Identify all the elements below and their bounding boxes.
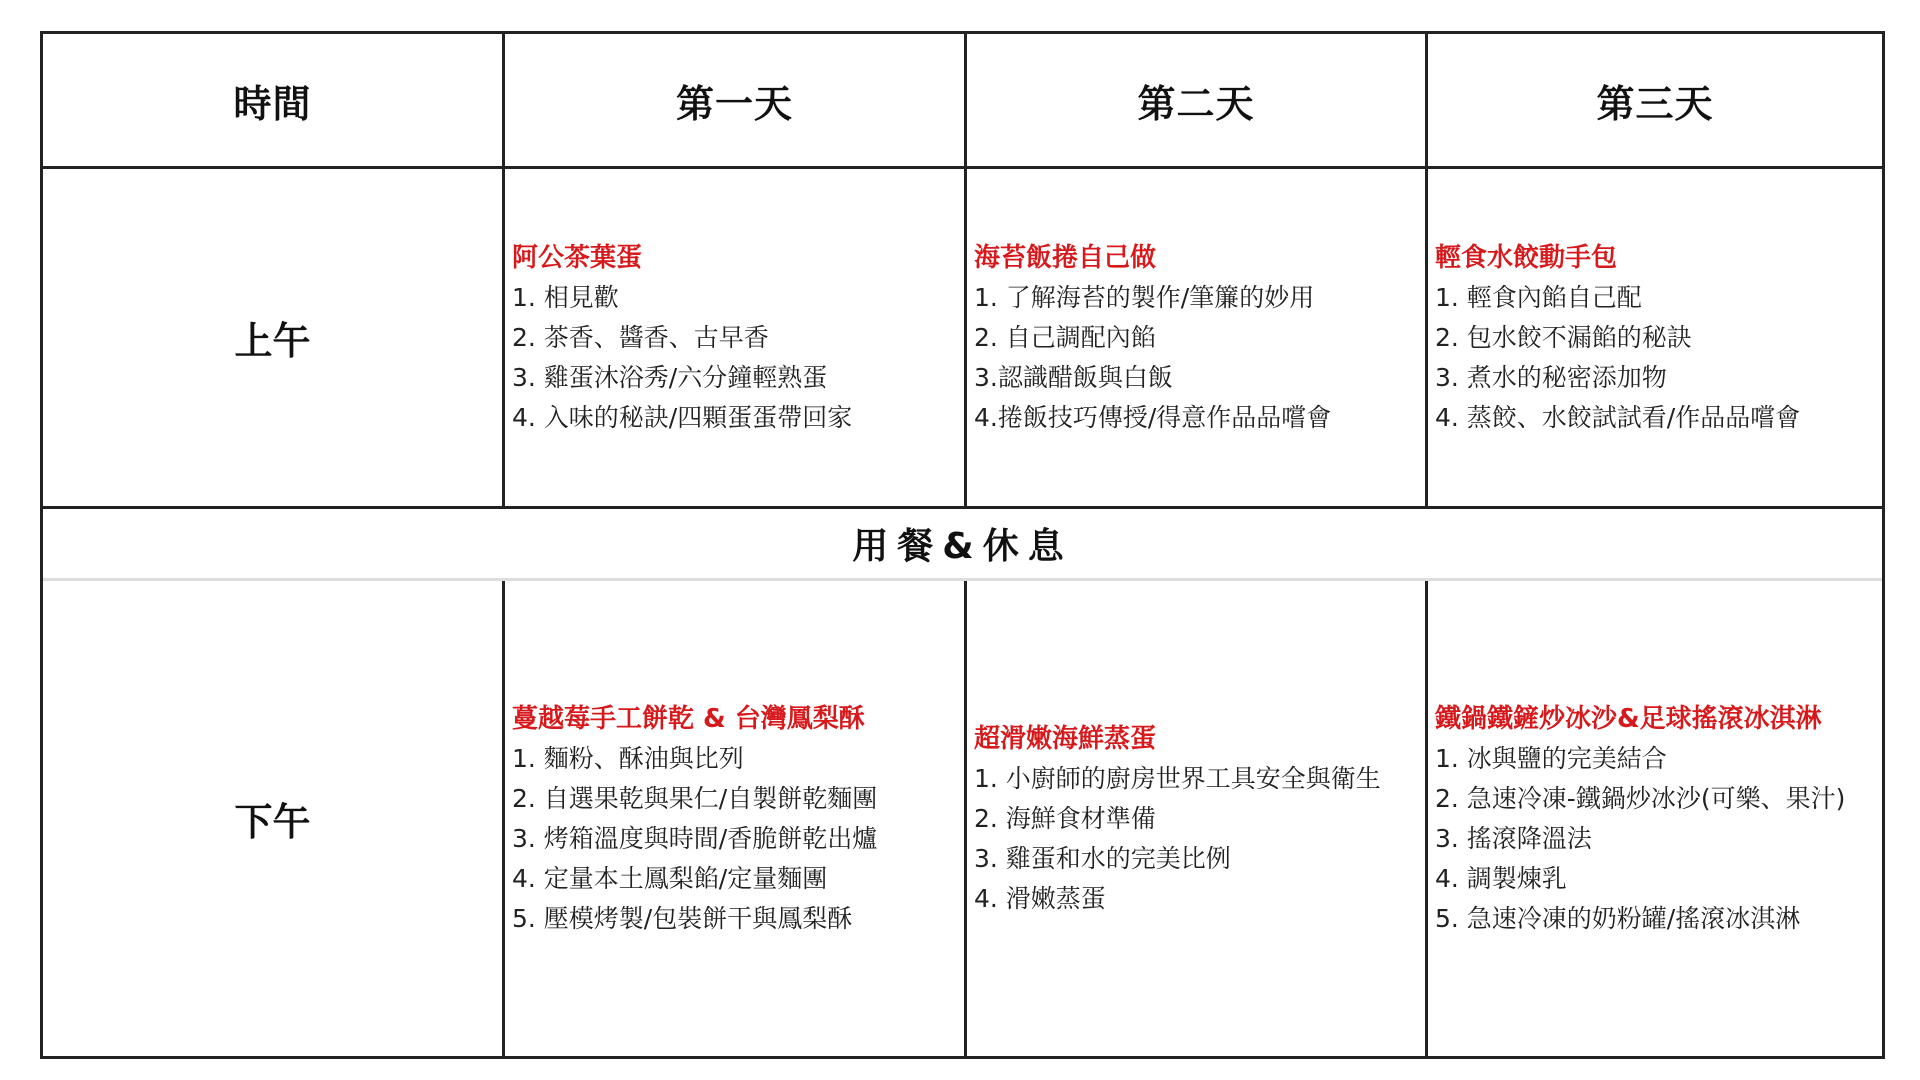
day1-column-header: 第一天 <box>675 81 793 126</box>
session-item: 3. 搖滾降溫法 <box>1435 823 1592 853</box>
session-item: 1. 小廚師的廚房世界工具安全與衛生 <box>974 763 1381 793</box>
session-title: 鐵鍋鐵鏟炒冰沙&足球搖滾冰淇淋 <box>1435 703 1822 734</box>
session-item: 4. 定量本土鳳梨餡/定量麵團 <box>512 863 828 893</box>
session-title: 輕食水餃動手包 <box>1435 242 1618 273</box>
session-item: 3. 煮水的秘密添加物 <box>1435 362 1667 392</box>
morning-label-cell <box>43 169 505 506</box>
session-item: 2. 急速冷凍-鐵鍋炒冰沙(可樂、果汁) <box>1435 783 1846 813</box>
break-label: 用餐&休息 <box>852 526 1073 567</box>
morning-row <box>43 169 1882 509</box>
session-item: 4. 調製煉乳 <box>1435 863 1567 893</box>
session-item: 2. 包水餃不漏餡的秘訣 <box>1435 322 1692 352</box>
session-item: 5. 壓模烤製/包裝餅干與鳳梨酥 <box>512 903 853 933</box>
morning-day3-cell <box>1428 169 1882 506</box>
session-item: 1. 相見歡 <box>512 282 619 312</box>
session-item: 4. 滑嫩蒸蛋 <box>974 883 1106 913</box>
session-item: 3. 雞蛋和水的完美比例 <box>974 843 1231 873</box>
session-block <box>505 581 964 1056</box>
afternoon-day2-cell <box>967 581 1428 1056</box>
session-item: 1. 麵粉、酥油與比列 <box>512 743 744 773</box>
session-item: 2. 茶香、醬香、古早香 <box>512 322 769 352</box>
time-column-header: 時間 <box>233 81 312 126</box>
afternoon-label-cell <box>43 581 505 1056</box>
header-cell-day2 <box>967 34 1428 166</box>
session-item: 4. 蒸餃、水餃試試看/作品品嚐會 <box>1435 402 1801 432</box>
session-block <box>1428 581 1882 1056</box>
header-cell-day3 <box>1428 34 1882 166</box>
session-block <box>967 169 1425 506</box>
session-item: 2. 海鮮食材準備 <box>974 803 1156 833</box>
afternoon-day3-cell <box>1428 581 1882 1056</box>
afternoon-row <box>43 581 1882 1056</box>
session-item: 3.認識醋飯與白飯 <box>974 362 1173 392</box>
session-title: 蔓越莓手工餅乾 & 台灣鳳梨酥 <box>512 703 865 734</box>
session-item: 4. 入味的秘訣/四顆蛋蛋帶回家 <box>512 402 853 432</box>
session-block <box>967 581 1425 1056</box>
schedule-table <box>40 31 1885 1059</box>
session-block <box>1428 169 1882 506</box>
session-title: 超滑嫩海鮮蒸蛋 <box>974 723 1157 754</box>
header-cell-time <box>43 34 505 166</box>
morning-label: 上午 <box>234 319 311 363</box>
session-title: 阿公茶葉蛋 <box>512 242 643 273</box>
morning-day1-cell <box>505 169 967 506</box>
session-item: 1. 了解海苔的製作/筆簾的妙用 <box>974 282 1315 312</box>
session-item: 5. 急速冷凍的奶粉罐/搖滾冰淇淋 <box>1435 903 1801 933</box>
header-row <box>43 34 1882 169</box>
session-item: 1. 冰與鹽的完美結合 <box>1435 743 1667 773</box>
session-item: 4.捲飯技巧傳授/得意作品品嚐會 <box>974 402 1332 432</box>
day2-column-header: 第二天 <box>1137 81 1255 126</box>
afternoon-day1-cell <box>505 581 967 1056</box>
morning-day2-cell <box>967 169 1428 506</box>
header-cell-day1 <box>505 34 967 166</box>
session-item: 2. 自選果乾與果仁/自製餅乾麵團 <box>512 783 878 813</box>
session-item: 2. 自己調配內餡 <box>974 322 1156 352</box>
afternoon-label: 下午 <box>234 800 311 844</box>
session-block <box>505 169 964 506</box>
session-title: 海苔飯捲自己做 <box>974 242 1157 273</box>
break-row <box>43 509 1882 581</box>
session-item: 3. 雞蛋沐浴秀/六分鐘輕熟蛋 <box>512 362 828 392</box>
session-item: 1. 輕食內餡自己配 <box>1435 282 1642 312</box>
day3-column-header: 第三天 <box>1596 81 1714 126</box>
session-item: 3. 烤箱溫度與時間/香脆餅乾出爐 <box>512 823 878 853</box>
